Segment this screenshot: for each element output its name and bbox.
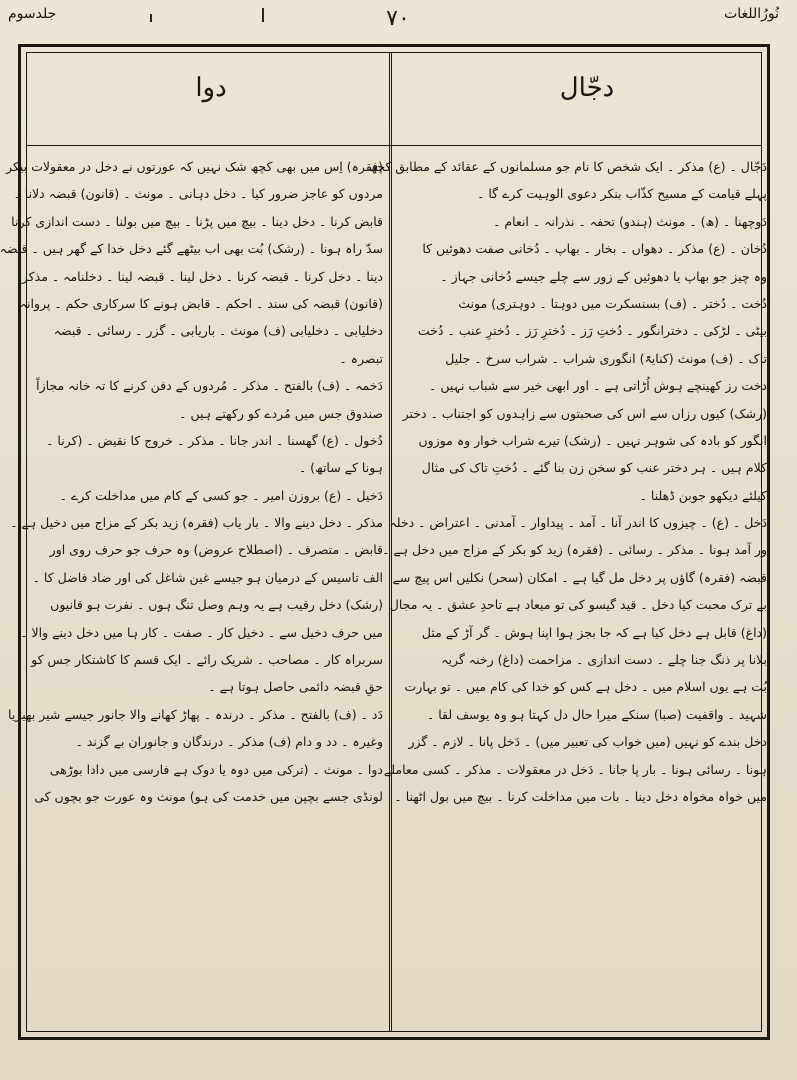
text-line: سربراہ کار ۔ مصاحب ۔ شریک رائے ۔ ایک قسم کا کاشتکار جس کو <box>31 652 383 668</box>
text-line: دَد ۔ (ف) بالفتح ۔ مذکر ۔ درندہ ۔ پھاڑ کھانے والا جانور جیسے شیر بھیڑیا <box>8 706 383 722</box>
text-line: دَوچھنا ۔ (ھ) ۔ مونث (ہندو) تحفہ ۔ نذرانہ ۔ انعام ۔ <box>493 213 767 229</box>
text-line: وہ چیز جو بھاپ یا دھوئیں کے زور سے چلے جیسے دُخانی جہاز ۔ <box>440 268 767 284</box>
text-line: ور آمد ہونا ۔ مذکر ۔ رسائی ۔ (فقرہ) زید کو بکر کے مزاج میں دخل ہے ۔ <box>382 542 767 558</box>
text-line: دُخان ۔ (ع) مذکر ۔ دھواں ۔ بخار ۔ بھاپ ۔ دُخانی صفت دھوئیں کا <box>422 241 767 257</box>
text-line: انگور کو بادہ کی شوہر نہیں ۔ (رشک) تیرے شراب خوار وہ موزوں <box>418 432 767 448</box>
book-title: نُورُاللغات <box>724 6 779 22</box>
text-line: میں خواہ مخواہ دخل دینا ۔ بات میں مداخلت کرنا ۔ بیچ میں بول اٹھنا ۔ <box>394 788 767 804</box>
text-line: دَخیل ۔ (ع) بروزن امیر ۔ جو کسی کے کام میں مداخلت کرے ۔ <box>59 487 383 503</box>
text-line: ہونا کے ساتھ) ۔ <box>298 460 383 476</box>
text-line: حقِ قبضہ دائمی حاصل ہوتا ہے ۔ <box>208 679 383 695</box>
text-line: دَخمہ ۔ (ف) بالفتح ۔ مذکر ۔ مُردوں کے دفن کرنے کا تہ خانہ مجازاً <box>36 378 383 394</box>
page-number: ٧٠ <box>386 6 410 31</box>
text-line: دخت رز کھینچے ہوش اُڑاتی ہے ۔ اور ابھی خیر سے شباب نہیں ۔ <box>429 378 767 394</box>
margin-mark <box>262 8 264 22</box>
page-frame-inner <box>0 52 767 1032</box>
text-line: بیٹی ۔ لڑکی ۔ دخترانگور ۔ دُختِ رَز ۔ دُخترِ رَز ۔ دُخترِ عنب ۔ دُخت <box>417 323 767 339</box>
text-line: (قانون) قبضہ کی سند ۔ احکم ۔ قابض ہونے کا سرکاری حکم ۔ پروانہ <box>19 295 383 311</box>
left-column-title: دوا <box>195 73 227 103</box>
margin-mark <box>150 14 152 22</box>
text-line: کلام ہیں ۔ ہر دختر عنب کو سخن زن بنا گئے ۔ دُختِ تاک کی مثال <box>421 460 767 476</box>
text-line: وغیرہ ۔ دد و دام (ف) مذکر ۔ درندگان و جانوران بے گزند ۔ <box>75 734 383 750</box>
text-line: دخلیابی ۔ دخلیابی (ف) مونث ۔ باریابی ۔ گزر ۔ رسائی ۔ قبضہ <box>53 323 383 339</box>
text-line: دینا ۔ دخل کرنا ۔ قبضہ کرنا ۔ دخل لینا ۔ قبضہ لینا ۔ دخلنامہ ۔ مذکر <box>21 268 383 284</box>
left-column <box>0 153 383 1033</box>
text-line: دَجّال ۔ (ع) مذکر ۔ ایک شخص کا نام جو مسلمانوں کے عقائد کے مطابق کچھ <box>369 159 767 174</box>
text-line: (فقرہ) اِس میں بھی کچھ شک نہیں کہ عورتوں نے دخل در معقولات بیکر <box>6 159 383 174</box>
text-line: لونڈی جسے بچپن میں خدمت کی ہو) مونث وہ عورت جو بچوں کی <box>34 788 383 804</box>
text-line: پہلے قیامت کے مسیح کذّاب بنکر دعوی الوہیت کرے گا ۔ <box>477 186 767 202</box>
text-line: ہونا ۔ رسائی ہونا ۔ بار پا جانا ۔ دَخل در معقولات ۔ مذکر ۔ کسی معاملے <box>383 761 767 777</box>
text-line: دُخول ۔ (ع) گھسنا ۔ اندر جانا ۔ مذکر ۔ خروج کا نقیض ۔ (کرنا ۔ <box>46 432 383 448</box>
text-line: (رشک) کیوں رزاں سے اس کی صحبتوں سے زاہدوں کو اجتناب ۔ دختر <box>402 405 767 421</box>
right-column <box>369 153 767 1033</box>
text-line: (داغ) قابل ہے دخل کیا ہے کہ جا بجز ہوا اپنا ہوش ۔ گر آڑ کے مثل <box>421 624 767 640</box>
text-line: قابض کرنا ۔ دخل دینا ۔ بیچ میں پڑنا ۔ بیچ میں بولنا ۔ دست اندازی کرنا <box>11 213 383 229</box>
text-line: شہید ۔ واقفیت (صبا) سنکے میرا حال دل کہتا ہو وہ یوسف لقا ۔ <box>426 706 767 722</box>
text-line: بلانا پر ذنگ جنا چلے ۔ دست اندازی ۔ مزاحمت (داغ) رخنہ گریہ <box>441 652 767 668</box>
text-line: دَخل ۔ (ع) ۔ چیزوں کا اندر آنا ۔ آمد ۔ پیداوار ۔ آمدنی ۔ اعتراض ۔ دخلہ <box>389 515 767 531</box>
text-line: تبصرہ ۔ <box>339 350 383 366</box>
text-line: بے ترک محبت کیا دخل ۔ قید گیسو کی تو میعاد ہے تاحدِ عشق ۔ یہ مجال <box>389 597 767 613</box>
text-line: دوا ۔ مونث ۔ (ترکی میں دوہ یا دوک ہے فارسی میں دادا بوڑھی <box>49 761 383 777</box>
right-column-title: دجّال <box>559 73 615 103</box>
text-line: مردوں کو عاجز ضرور کیا ۔ دخل دہانی ۔ مونث ۔ (قانون) قبضہ دلانا ۔ <box>13 186 383 202</box>
text-line: بُت ہے یوں اسلام میں ۔ دخل ہے کس کو خدا کی کام میں ۔ تو بہارت <box>404 679 767 695</box>
text-line: دخل بندے کو نہیں (میں خواب کی تعبیر میں) ۔ دَخل پانا ۔ لازم ۔ گزر <box>408 734 767 750</box>
text-line: الف تاسیس کے درمیان ہو جیسے غین شاغل کی اور ضاد فاضل کا ۔ <box>32 569 383 585</box>
title-rule <box>27 145 761 146</box>
volume-label: جلدسوم <box>8 6 57 22</box>
text-line: میں حرف دخیل سے ۔ دخیل کار ۔ صفت ۔ کار ہا میں دخل دینے والا ۔ <box>20 624 383 640</box>
text-line: کیلئے دیکھو جوبن ڈھلنا ۔ <box>639 487 767 503</box>
text-line: دُخت ۔ دُختر ۔ (ف) بسنسکرت میں دوہتا ۔ دوہتری) مونث <box>458 295 767 311</box>
text-line: سدّ راہ ہونا ۔ (رشک) بُت بھی اب بیٹھے گئے دخل خدا کے گھر ہیں ۔ قبضہ <box>0 241 383 257</box>
text-line: صندوق جس میں مُردے کو رکھتے ہیں ۔ <box>179 405 383 421</box>
text-line: (رشک) دخل رقیب ہے یہ وہم وصل تنگ ہوں ۔ نفرت ہو قانیوں <box>50 597 383 613</box>
text-line: قبضہ (فقرہ) گاؤں پر دخل مل گیا ہے ۔ امکان (سحر) نکلیں اس پیچ سے <box>392 569 767 585</box>
text-line: قابض ۔ متصرف ۔ (اصطلاح عروض) وہ حرف جو حرف روی اور <box>49 542 383 558</box>
text-line: تاک ۔ (ف) مونث (کنایۃً) انگوری شراب ۔ شراب سرخ ۔ جلیل <box>445 350 767 366</box>
text-line: مذکر ۔ دخل دینے والا ۔ بار یاب (فقرہ) زید بکر کے مزاج میں دخیل ہے ۔ <box>10 515 383 531</box>
page-frame <box>0 44 770 1040</box>
